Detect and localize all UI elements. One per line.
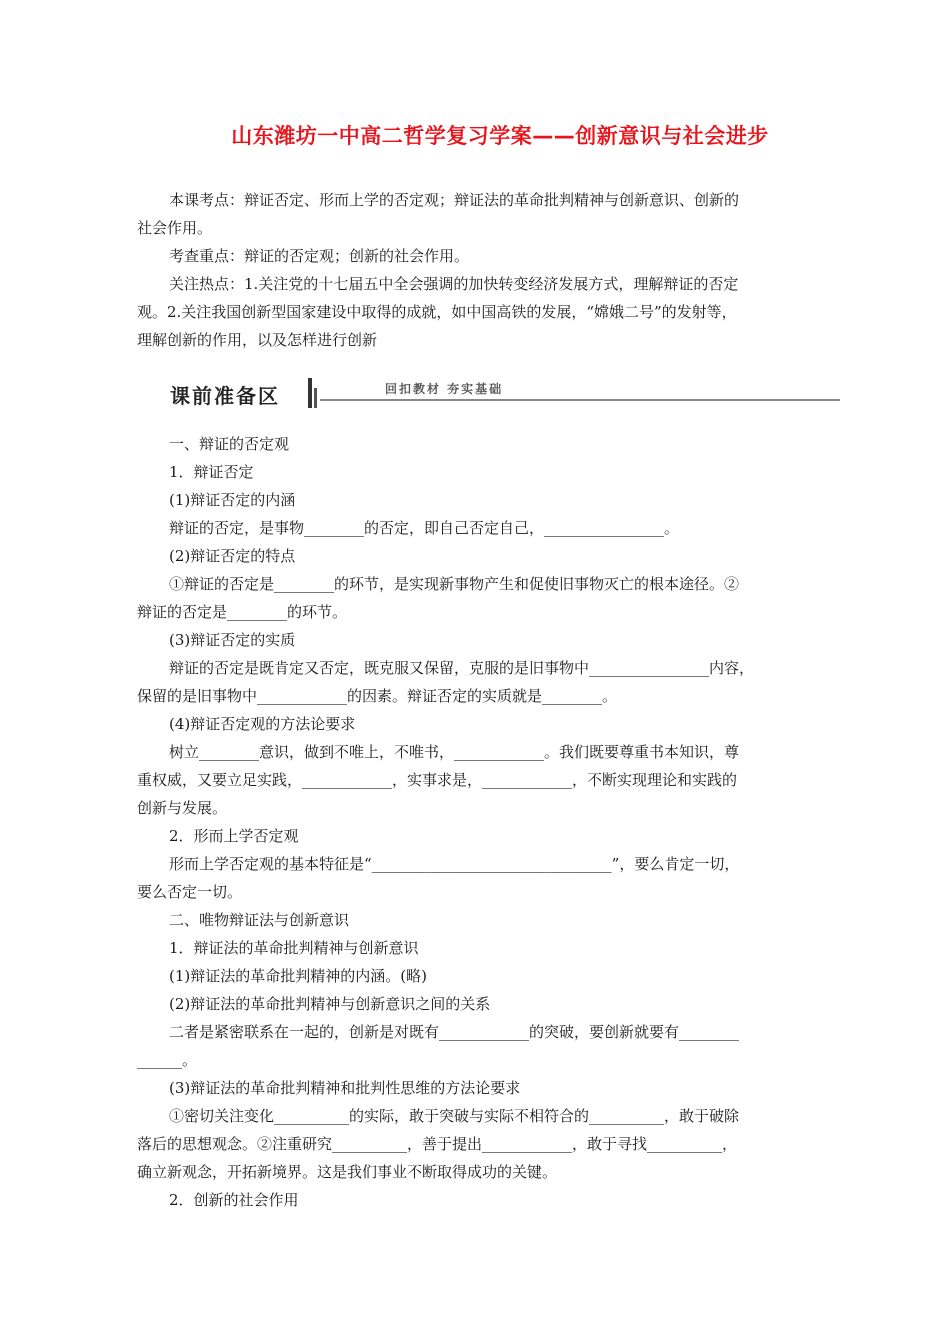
body-line: 2．形而上学否定观 <box>169 827 299 845</box>
intro-line: 考查重点：辩证的否定观；创新的社会作用。 <box>169 247 470 265</box>
body-line: 保留的是旧事物中____________的因素。辩证否定的实质就是________。 <box>137 687 618 705</box>
body-line: 1．辩证否定 <box>169 463 254 481</box>
body-line: (3)辩证否定的实质 <box>169 631 296 649</box>
body-line: 创新与发展。 <box>137 799 228 817</box>
intro-line: 本课考点：辩证否定、形而上学的否定观；辩证法的革命批判精神与创新意识、创新的 <box>169 191 740 209</box>
body-line: 2．创新的社会作用 <box>169 1191 299 1209</box>
body-line: 1．辩证法的革命批判精神与创新意识 <box>169 939 419 957</box>
intro-line: 理解创新的作用，以及怎样进行创新 <box>137 331 378 349</box>
banner-label: 课前准备区 <box>170 384 280 408</box>
page-title: 山东潍坊一中高二哲学复习学案——创新意识与社会进步 <box>231 124 769 148</box>
body-line: ______。 <box>137 1051 198 1069</box>
banner-divider <box>308 378 312 408</box>
body-line: 要么否定一切。 <box>137 883 243 901</box>
body-line: (2)辩证否定的特点 <box>169 547 296 565</box>
intro-line: 观。2.关注我国创新型国家建设中取得的成就，如中国高铁的发展，“嫦娥二号”的发射等， <box>137 303 737 321</box>
banner-rule <box>320 399 840 401</box>
body-line: ①辩证的否定是________的环节，是实现新事物产生和促使旧事物灭亡的根本途径。② <box>169 575 740 593</box>
intro-line: 社会作用。 <box>137 219 213 237</box>
banner-subtitle: 回扣教材 夯实基础 <box>385 382 504 396</box>
body-line: (3)辩证法的革命批判精神和批判性思维的方法论要求 <box>169 1079 521 1097</box>
body-line: (2)辩证法的革命批判精神与创新意识之间的关系 <box>169 995 491 1013</box>
intro-line: 关注热点：1.关注党的十七届五中全会强调的加快转变经济发展方式，理解辩证的否定 <box>169 275 739 293</box>
banner-divider <box>314 388 317 408</box>
body-line: 一、辩证的否定观 <box>169 435 290 453</box>
body-line: 落后的思想观念。②注重研究__________，善于提出____________，敢于寻找__________， <box>137 1135 738 1153</box>
body-line: ①密切关注变化__________的实际，敢于突破与实际不相符合的__________，敢于破除 <box>169 1107 740 1125</box>
body-line: 树立________意识，做到不唯上，不唯书，____________。我们既要尊重书本知识，尊 <box>169 743 740 761</box>
body-line: (1)辩证法的革命批判精神的内涵。(略) <box>169 967 427 985</box>
body-line: 二者是紧密联系在一起的，创新是对既有____________的突破，要创新就要有________ <box>169 1023 740 1041</box>
body-line: 二、唯物辩证法与创新意识 <box>169 911 350 929</box>
body-line: 辩证的否定是________的环节。 <box>137 603 348 621</box>
body-line: 确立新观念，开拓新境界。这是我们事业不断取得成功的关键。 <box>137 1163 558 1181</box>
body-line: 辩证的否定是既肯定又否定，既克服又保留，克服的是旧事物中________________内容， <box>169 659 755 677</box>
body-line: (1)辩证否定的内涵 <box>169 491 296 509</box>
body-line: (4)辩证否定观的方法论要求 <box>169 715 356 733</box>
section-banner <box>170 378 840 412</box>
body-line: 重权威，又要立足实践，____________，实事求是，____________，不断实现理论和实践的 <box>137 771 738 789</box>
body-line: 形而上学否定观的基本特征是“________________________________”，要么肯定一切， <box>169 855 740 873</box>
body-line: 辩证的否定，是事物________的否定，即自己否定自己，________________。 <box>169 519 680 537</box>
